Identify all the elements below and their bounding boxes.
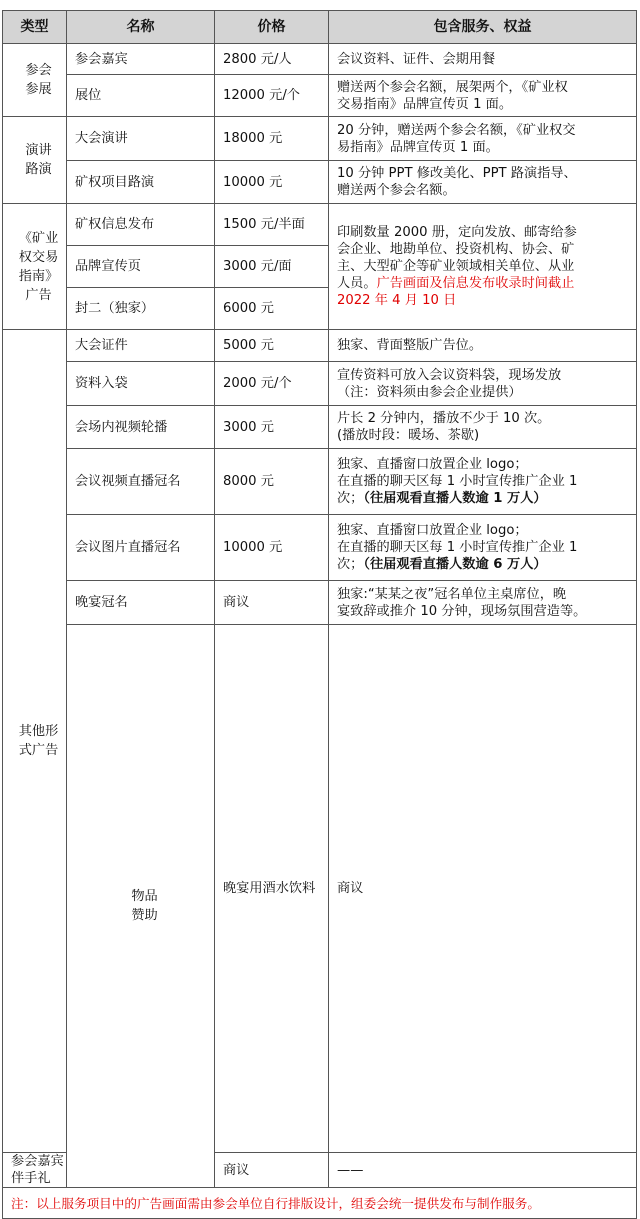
item-price: 商议	[215, 581, 329, 625]
footnote: 注：以上服务项目中的广告画面需由参会单位自行排版设计，组委会统一提供发布与制作服务。	[3, 1188, 637, 1219]
item-name: 晚宴用酒水饮料	[215, 625, 329, 1153]
item-price: 2800 元/人	[215, 44, 329, 75]
item-name: 资料入袋	[67, 362, 215, 406]
item-price: 18000 元	[215, 117, 329, 161]
item-benefits: 片长 2 分钟内，播放不少于 10 次。 (播放时段：暖场、茶歇)	[329, 406, 637, 449]
item-benefits: 20 分钟，赠送两个参会名额，《矿业权交 易指南》品牌宣传页 1 面。	[329, 117, 637, 161]
header-price: 价格	[215, 11, 329, 44]
table-row	[3, 581, 637, 625]
item-price: 商议	[329, 625, 637, 1153]
table-row	[3, 330, 637, 362]
item-name: 参会嘉宾伴手礼	[3, 1153, 67, 1188]
header-benefits: 包含服务、权益	[329, 11, 637, 44]
table-row	[3, 449, 637, 515]
item-price: 6000 元	[215, 288, 329, 330]
item-price: 10000 元	[215, 515, 329, 581]
table-row	[3, 515, 637, 581]
item-price: 商议	[215, 1153, 329, 1188]
item-name: 参会嘉宾	[67, 44, 215, 75]
item-name: 会场内视频轮播	[67, 406, 215, 449]
table-row	[3, 44, 637, 75]
item-name: 会议视频直播冠名	[67, 449, 215, 515]
item-benefits: 宣传资料可放入会议资料袋，现场发放 （注：资料须由参会企业提供）	[329, 362, 637, 406]
item-name: 品牌宣传页	[67, 246, 215, 288]
table-row	[3, 161, 637, 204]
table-row	[3, 204, 637, 246]
guide-benefits: 印刷数量 2000 册，定向发放、邮寄给参 会企业、地勘单位、投资机构、协会、矿 主、大型矿企等矿业领域相关单位、从业 人员。广告画面及信息发布收录时间截止 2022 年 4 月 10 日	[329, 204, 637, 330]
item-price: 3000 元/面	[215, 246, 329, 288]
header-row	[3, 11, 637, 44]
item-price: 3000 元	[215, 406, 329, 449]
category-cell: 物品 赞助	[67, 625, 215, 1188]
item-price: 2000 元/个	[215, 362, 329, 406]
item-name: 晚宴冠名	[67, 581, 215, 625]
item-name: 大会证件	[67, 330, 215, 362]
item-name: 矿权项目路演	[67, 161, 215, 204]
table-row	[3, 625, 637, 1153]
item-benefits: 独家、直播窗口放置企业 logo； 在直播的聊天区每 1 小时宣传推广企业 1 次；（往届观看直播人数逾 1 万人）	[329, 449, 637, 515]
item-name: 会议图片直播冠名	[67, 515, 215, 581]
item-benefits: 赠送两个参会名额，展架两个，《矿业权 交易指南》品牌宣传页 1 面。	[329, 75, 637, 117]
category-cell: 演讲 路演	[3, 117, 67, 204]
table-row	[3, 406, 637, 449]
item-name: 大会演讲	[67, 117, 215, 161]
item-benefits: ——	[329, 1153, 637, 1188]
item-price: 10000 元	[215, 161, 329, 204]
item-name: 封二（独家）	[67, 288, 215, 330]
table-row	[3, 75, 637, 117]
note-row	[3, 1188, 637, 1219]
item-benefits: 10 分钟 PPT 修改美化、PPT 路演指导、 赠送两个参会名额。	[329, 161, 637, 204]
category-cell: 其他形 式广告	[3, 330, 67, 1153]
item-benefits: 独家:“某某之夜”冠名单位主桌席位，晚 宴致辞或推介 10 分钟，现场氛围营造等。	[329, 581, 637, 625]
item-price: 5000 元	[215, 330, 329, 362]
table-row	[3, 362, 637, 406]
deadline-note: 广告画面及信息发布收录时间截止	[376, 276, 575, 291]
category-cell: 参会 参展	[3, 44, 67, 117]
header-name: 名称	[67, 11, 215, 44]
item-price: 1500 元/半面	[215, 204, 329, 246]
category-cell: 《矿业 权交易 指南》 广告	[3, 204, 67, 330]
item-name: 矿权信息发布	[67, 204, 215, 246]
item-benefits: 会议资料、证件、会期用餐	[329, 44, 637, 75]
table-row	[3, 117, 637, 161]
item-name: 展位	[67, 75, 215, 117]
item-benefits: 独家、背面整版广告位。	[329, 330, 637, 362]
header-type: 类型	[3, 11, 67, 44]
item-price: 8000 元	[215, 449, 329, 515]
deadline-date: 2022 年 4 月 10 日	[337, 293, 457, 308]
item-price: 12000 元/个	[215, 75, 329, 117]
item-benefits: 独家、直播窗口放置企业 logo； 在直播的聊天区每 1 小时宣传推广企业 1 次；（往届观看直播人数逾 6 万人）	[329, 515, 637, 581]
service-price-table	[2, 10, 637, 1219]
